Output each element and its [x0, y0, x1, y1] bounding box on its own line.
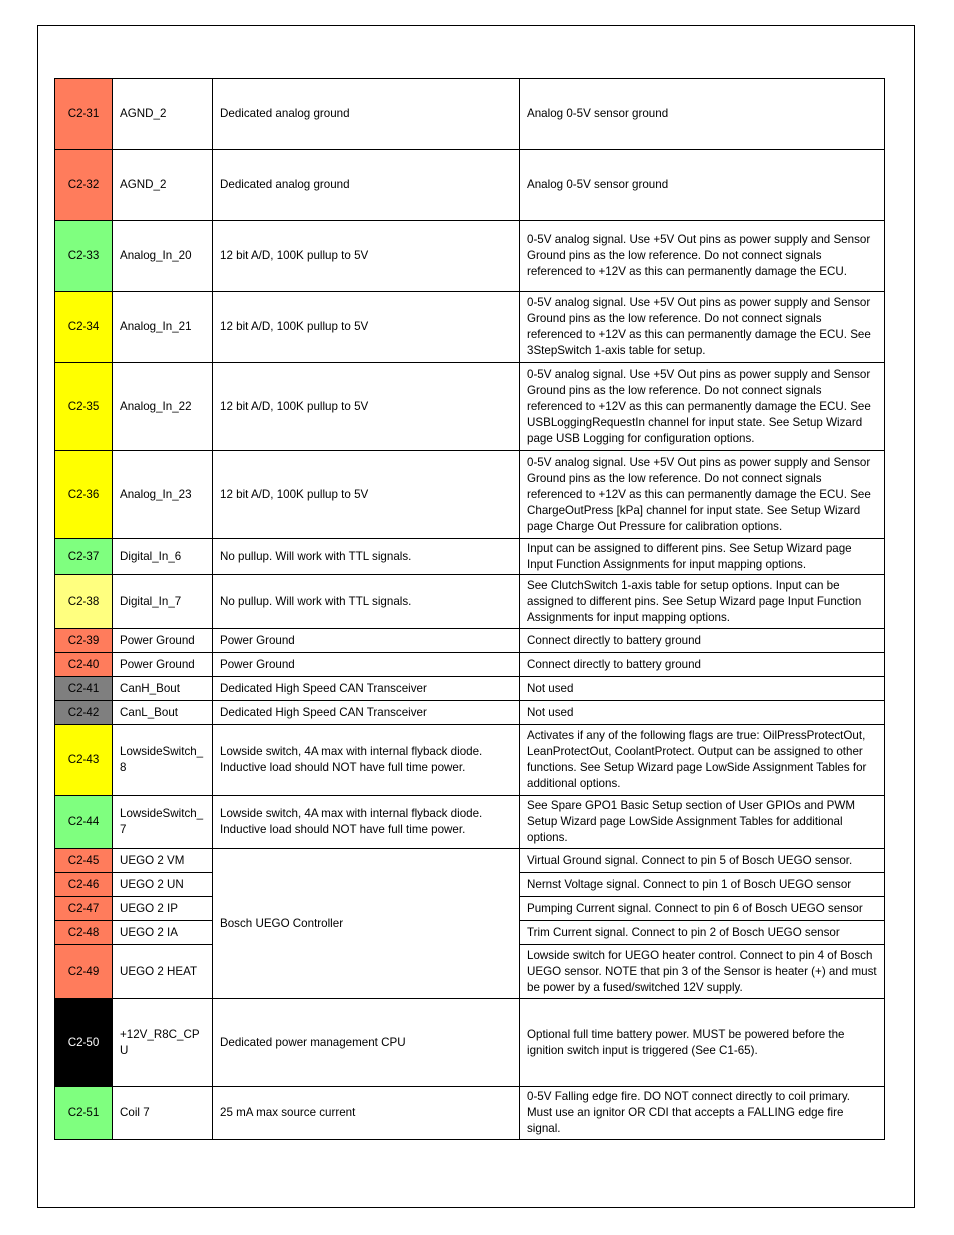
notes-cell: Connect directly to battery ground	[520, 629, 885, 653]
notes-cell: Input can be assigned to different pins. See Setup Wizard page Input Function Assignments for input mapping options.	[520, 539, 885, 575]
signal-name-cell: Power Ground	[113, 629, 213, 653]
signal-name-cell: +12V_R8C_CPU	[113, 999, 213, 1087]
notes-cell: Optional full time battery power. MUST be powered before the ignition switch input is triggered (See C1-65).	[520, 999, 885, 1087]
signal-name-cell: AGND_2	[113, 79, 213, 150]
pin-cell: C2-47	[55, 897, 113, 921]
notes-cell: Virtual Ground signal. Connect to pin 5 of Bosch UEGO sensor.	[520, 849, 885, 873]
pin-cell: C2-33	[55, 221, 113, 292]
notes-cell: 0-5V Falling edge fire. DO NOT connect directly to coil primary. Must use an ignitor OR CDI that accepts a FALLING edge fire signal.	[520, 1087, 885, 1140]
signal-name-cell: Digital_In_7	[113, 575, 213, 629]
notes-cell: 0-5V analog signal. Use +5V Out pins as power supply and Sensor Ground pins as the low reference. Do not connect signals referenced to +12V as this can permanently damage the ECU. See USBLoggingRequestIn channel for input state. See Setup Wizard page USB Logging for configuration options.	[520, 363, 885, 451]
table-row	[55, 701, 885, 725]
signal-name-cell: LowsideSwitch_8	[113, 725, 213, 796]
notes-cell: See ClutchSwitch 1-axis table for setup options. Input can be assigned to different pins. See Setup Wizard page Input Function Assignments for input mapping options.	[520, 575, 885, 629]
description-cell: 12 bit A/D, 100K pullup to 5V	[213, 451, 520, 539]
description-cell: Lowside switch, 4A max with internal flyback diode. Inductive load should NOT have full time power.	[213, 796, 520, 849]
table-row	[55, 725, 885, 796]
description-cell: 25 mA max source current	[213, 1087, 520, 1140]
signal-name-cell: Coil 7	[113, 1087, 213, 1140]
signal-name-cell: UEGO 2 UN	[113, 873, 213, 897]
description-cell: Power Ground	[213, 629, 520, 653]
signal-name-cell: Analog_In_22	[113, 363, 213, 451]
notes-cell: 0-5V analog signal. Use +5V Out pins as power supply and Sensor Ground pins as the low reference. Do not connect signals referenced to +12V as this can permanently damage the ECU. See ChargeOutPress [kPa] channel for input state. See Setup Wizard page Charge Out Pressure for calibration options.	[520, 451, 885, 539]
table-row	[55, 451, 885, 539]
table-row	[55, 150, 885, 221]
pin-cell: C2-37	[55, 539, 113, 575]
signal-name-cell: CanH_Bout	[113, 677, 213, 701]
table-row	[55, 1087, 885, 1140]
signal-name-cell: AGND_2	[113, 150, 213, 221]
signal-name-cell: Digital_In_6	[113, 539, 213, 575]
table-row	[55, 79, 885, 150]
description-cell: Dedicated analog ground	[213, 79, 520, 150]
signal-name-cell: UEGO 2 VM	[113, 849, 213, 873]
notes-cell: Activates if any of the following flags are true: OilPressProtectOut, LeanProtectOut, CoolantProtect. Output can be assigned to other functions. See Setup Wizard page LowSide Assignment Tables for additional options.	[520, 725, 885, 796]
table-row	[55, 999, 885, 1087]
table-row	[55, 796, 885, 849]
table-row	[55, 221, 885, 292]
table-row	[55, 575, 885, 629]
description-cell: 12 bit A/D, 100K pullup to 5V	[213, 221, 520, 292]
pin-cell: C2-43	[55, 725, 113, 796]
signal-name-cell: LowsideSwitch_7	[113, 796, 213, 849]
table-row	[55, 292, 885, 363]
pin-cell: C2-32	[55, 150, 113, 221]
pin-cell: C2-49	[55, 945, 113, 999]
pin-cell: C2-42	[55, 701, 113, 725]
pin-cell: C2-46	[55, 873, 113, 897]
table-row	[55, 629, 885, 653]
description-cell: Dedicated High Speed CAN Transceiver	[213, 677, 520, 701]
pin-cell: C2-34	[55, 292, 113, 363]
description-cell: 12 bit A/D, 100K pullup to 5V	[213, 363, 520, 451]
table-row	[55, 653, 885, 677]
pin-cell: C2-35	[55, 363, 113, 451]
description-cell: 12 bit A/D, 100K pullup to 5V	[213, 292, 520, 363]
description-cell: Dedicated analog ground	[213, 150, 520, 221]
signal-name-cell: Power Ground	[113, 653, 213, 677]
notes-cell: Trim Current signal. Connect to pin 2 of Bosch UEGO sensor	[520, 921, 885, 945]
pin-cell: C2-40	[55, 653, 113, 677]
notes-cell: 0-5V analog signal. Use +5V Out pins as power supply and Sensor Ground pins as the low reference. Do not connect signals referenced to +12V as this can permanently damage the ECU. See 3StepSwitch 1-axis table for setup.	[520, 292, 885, 363]
signal-name-cell: Analog_In_20	[113, 221, 213, 292]
description-cell: No pullup. Will work with TTL signals.	[213, 575, 520, 629]
description-cell: Dedicated High Speed CAN Transceiver	[213, 701, 520, 725]
notes-cell: Analog 0-5V sensor ground	[520, 150, 885, 221]
description-cell: Lowside switch, 4A max with internal flyback diode. Inductive load should NOT have full time power.	[213, 725, 520, 796]
signal-name-cell: CanL_Bout	[113, 701, 213, 725]
notes-cell: See Spare GPO1 Basic Setup section of User GPIOs and PWM Setup Wizard page LowSide Assignment Tables for additional options.	[520, 796, 885, 849]
signal-name-cell: UEGO 2 IA	[113, 921, 213, 945]
pinout-table	[54, 78, 885, 1140]
notes-cell: 0-5V analog signal. Use +5V Out pins as power supply and Sensor Ground pins as the low reference. Do not connect signals referenced to +12V as this can permanently damage the ECU.	[520, 221, 885, 292]
pin-cell: C2-48	[55, 921, 113, 945]
table-row	[55, 677, 885, 701]
notes-cell: Pumping Current signal. Connect to pin 6 of Bosch UEGO sensor	[520, 897, 885, 921]
signal-name-cell: Analog_In_23	[113, 451, 213, 539]
notes-cell: Not used	[520, 701, 885, 725]
pin-cell: C2-38	[55, 575, 113, 629]
description-cell: No pullup. Will work with TTL signals.	[213, 539, 520, 575]
pin-cell: C2-41	[55, 677, 113, 701]
table-row	[55, 539, 885, 575]
pin-cell: C2-45	[55, 849, 113, 873]
description-cell: Dedicated power management CPU	[213, 999, 520, 1087]
pin-cell: C2-44	[55, 796, 113, 849]
signal-name-cell: UEGO 2 HEAT	[113, 945, 213, 999]
signal-name-cell: UEGO 2 IP	[113, 897, 213, 921]
pin-cell: C2-50	[55, 999, 113, 1087]
notes-cell: Connect directly to battery ground	[520, 653, 885, 677]
pin-cell: C2-51	[55, 1087, 113, 1140]
notes-cell: Analog 0-5V sensor ground	[520, 79, 885, 150]
pin-cell: C2-36	[55, 451, 113, 539]
notes-cell: Nernst Voltage signal. Connect to pin 1 of Bosch UEGO sensor	[520, 873, 885, 897]
description-cell: Power Ground	[213, 653, 520, 677]
uego-group-description-cell: Bosch UEGO Controller	[213, 849, 520, 999]
notes-cell: Not used	[520, 677, 885, 701]
pin-cell: C2-31	[55, 79, 113, 150]
notes-cell: Lowside switch for UEGO heater control. Connect to pin 4 of Bosch UEGO sensor. NOTE that pin 3 of the Sensor is heater (+) and must be power by a fused/switched 12V supply.	[520, 945, 885, 999]
pin-cell: C2-39	[55, 629, 113, 653]
table-row	[55, 849, 885, 873]
table-row	[55, 363, 885, 451]
signal-name-cell: Analog_In_21	[113, 292, 213, 363]
